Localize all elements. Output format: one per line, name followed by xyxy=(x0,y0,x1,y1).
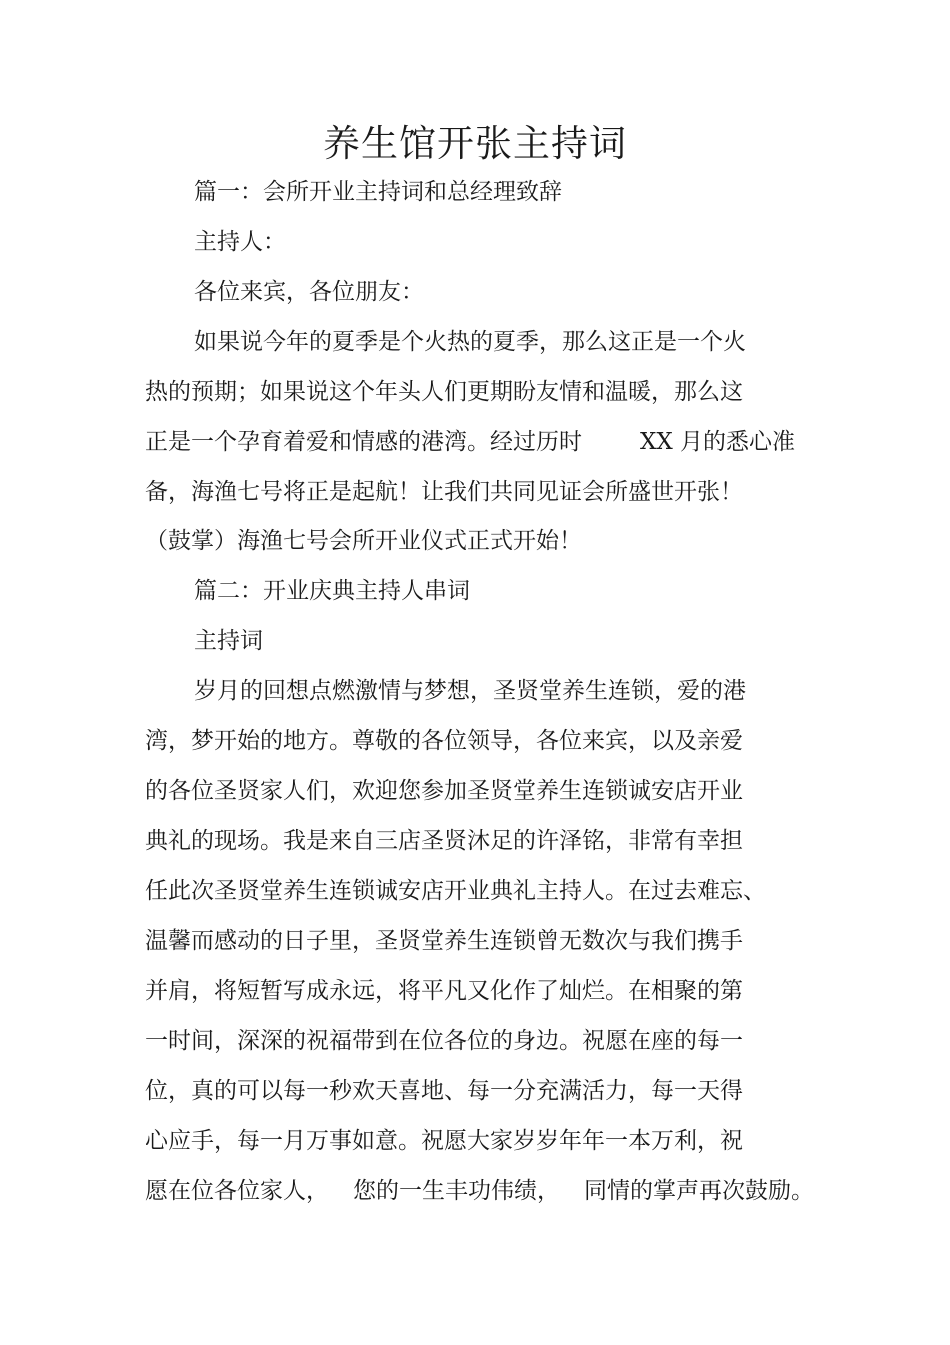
paragraph-line: 岁月的回想点燃激情与梦想，圣贤堂养生连锁，爱的港 xyxy=(194,678,746,704)
document-title: 养生馆开张主持词 xyxy=(323,122,627,165)
paragraph-line: 热的预期；如果说这个年头人们更期盼友情和温暖，那么这 xyxy=(145,379,743,405)
paragraph-line xyxy=(145,426,795,458)
paragraph-line xyxy=(145,1175,814,1207)
paragraph-line: （鼓掌）海渔七号会所开业仪式正式开始！ xyxy=(145,528,582,554)
line-part: 愿在位各位家人， xyxy=(145,1178,329,1204)
paragraph-line: 如果说今年的夏季是个火热的夏季，那么这正是一个火 xyxy=(194,329,746,355)
paragraph-line: 温馨而感动的日子里，圣贤堂养生连锁曾无数次与我们携手 xyxy=(145,928,743,954)
line-part: 同情的掌声再次鼓励。 xyxy=(584,1178,814,1204)
paragraph-line: 各位来宾，各位朋友： xyxy=(194,279,424,305)
line-part: 正是一个孕育着爱和情感的港湾。经过历时 xyxy=(145,429,582,455)
line-part: 您的一生丰功伟绩， xyxy=(353,1178,560,1204)
paragraph-line: 湾，梦开始的地方。尊敬的各位领导，各位来宾，以及亲爱 xyxy=(145,728,743,754)
paragraph-line: 并肩，将短暂写成永远，将平凡又化作了灿烂。在相聚的第 xyxy=(145,978,743,1004)
section-heading-2: 篇二：开业庆典主持人串词 xyxy=(194,578,470,604)
paragraph-line: 一时间，深深的祝福带到在位各位的身边。祝愿在座的每一 xyxy=(145,1028,743,1054)
paragraph-line: 任此次圣贤堂养生连锁诚安店开业典礼主持人。在过去难忘、 xyxy=(145,878,766,904)
paragraph-line: 主持人： xyxy=(194,229,286,255)
section-heading-1: 篇一：会所开业主持词和总经理致辞 xyxy=(194,179,562,205)
paragraph-line: 备，海渔七号将正是起航！让我们共同见证会所盛世开张！ xyxy=(145,479,743,505)
paragraph-line: 的各位圣贤家人们，欢迎您参加圣贤堂养生连锁诚安店开业 xyxy=(145,778,743,804)
paragraph-line: 心应手，每一月万事如意。祝愿大家岁岁年年一本万利，祝 xyxy=(145,1128,743,1154)
paragraph-line: 典礼的现场。我是来自三店圣贤沐足的许泽铭，非常有幸担 xyxy=(145,828,743,854)
paragraph-line: 主持词 xyxy=(194,628,263,654)
line-part: XX 月的悉心准 xyxy=(640,429,796,455)
paragraph-line: 位，真的可以每一秒欢天喜地、每一分充满活力，每一天得 xyxy=(145,1078,743,1104)
